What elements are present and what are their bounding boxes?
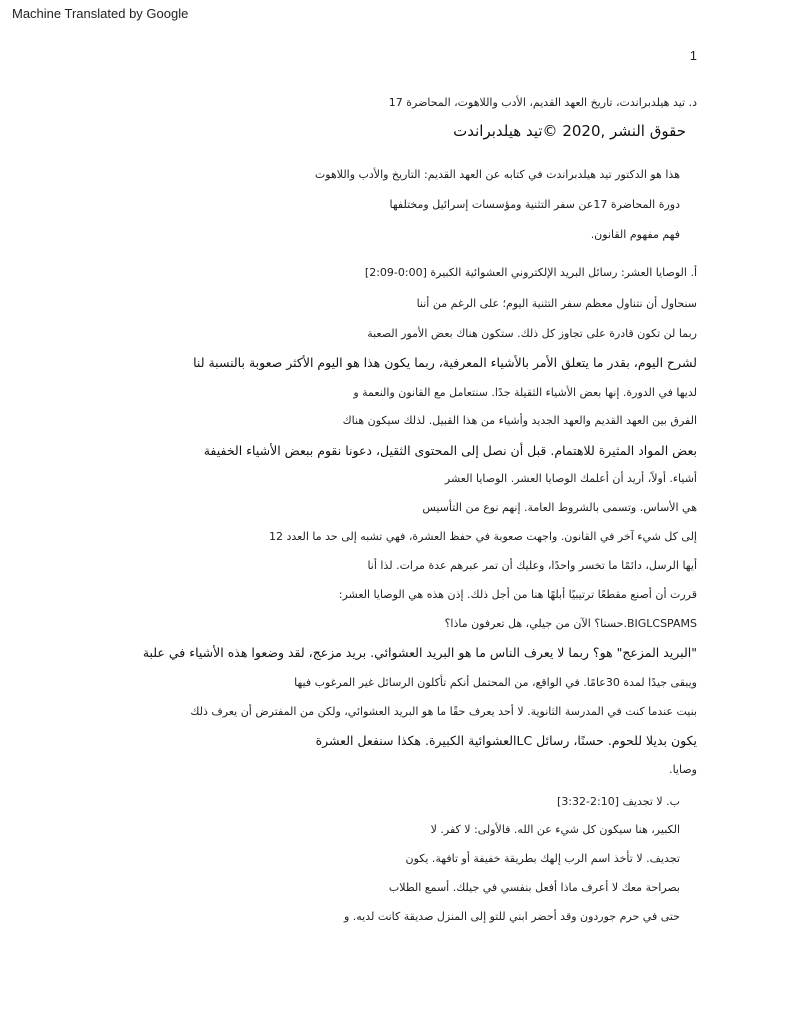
body-line: هي الأساس. وتسمى بالشروط العامة. إنهم نوع من التأسيس bbox=[422, 501, 697, 514]
body-line: BIGLCSPAMS.حسنا؟ الآن من جيلي، هل تعرفون ماذا؟ bbox=[444, 617, 697, 630]
machine-translation-banner: Machine Translated by Google bbox=[12, 6, 189, 21]
body-line: حتى في حرم جوردون وقد أحضر ابني للتو إلى المنزل صديقة كانت لديه. و bbox=[343, 910, 680, 923]
body-line: وصايا. bbox=[669, 763, 697, 776]
body-line: سنحاول أن نتناول معظم سفر التثنية اليوم؛ على الرغم من أننا bbox=[416, 297, 697, 310]
body-line: يكون بديلا للحوم. حسنًا، رسائل LCالعشوائية الكبيرة. هكذا سنفعل العشرة bbox=[315, 733, 697, 748]
body-line: لشرح اليوم، بقدر ما يتعلق الأمر بالأشياء المعرفية، ربما يكون هذا هو اليوم الأكثر صعوبة بالنسبة لنا bbox=[193, 355, 697, 370]
page-number: 1 bbox=[689, 48, 697, 63]
body-line: الكبير، هنا سيكون كل شيء عن الله. فالأولى: لا كفر. لا bbox=[430, 823, 680, 836]
body-line: "البريد المزعج" هو؟ ربما لا يعرف الناس ما هو البريد العشوائي. بريد مزعج، لقد وضعوا هذه الأشياء في علبة bbox=[142, 645, 697, 660]
body-line: ويبقى جيدًا لمدة 30عامًا. في الواقع، من المحتمل أنكم تأكلون الرسائل غير المرغوب فيها bbox=[294, 676, 697, 689]
body-line: قررت أن أصنع مقطعًا ترتيبيًا أبلهًا هنا من أجل ذلك. إذن هذه هي الوصايا العشر: bbox=[338, 588, 697, 601]
intro-line: فهم مفهوم القانون. bbox=[590, 228, 680, 241]
body-line: بصراحة معك لا أعرف ماذا أفعل بنفسي في جيلك. أسمع الطلاب bbox=[388, 881, 680, 894]
body-line: بعض المواد المثيرة للاهتمام. قبل أن نصل إلى المحتوى الثقيل، دعونا نقوم ببعض الأشياء الخفيفة bbox=[203, 443, 697, 458]
body-line: تجديف. لا تأخذ اسم الرب إلهك بطريقة خفيفة أو تافهة. يكون bbox=[405, 852, 680, 865]
section-b-heading: ب. لا تجديف [2:10-3:32] bbox=[557, 795, 680, 808]
intro-line: دورة المحاضرة 17عن سفر التثنية ومؤسسات إسرائيل ومختلفها bbox=[389, 198, 680, 211]
body-line: ربما لن تكون قادرة على تجاوز كل ذلك. ستكون هناك بعض الأمور الصعبة bbox=[367, 327, 697, 340]
body-line: أيها الرسل، دائمًا ما تخسر واحدًا، وعليك أن تمر عبرهم عدة مرات. لذا أنا bbox=[367, 559, 697, 572]
section-a-heading: أ. الوصايا العشر: رسائل البريد الإلكتروني العشوائية الكبيرة [0:00-2:09] bbox=[364, 266, 697, 279]
copyright-line: حقوق النشر ,2020 ©تيد هيلدبراندت bbox=[453, 122, 686, 140]
body-line: إلى كل شيء آخر في القانون. واجهت صعوبة في حفظ العشرة، فهي تشبه إلى حد ما العدد 12 bbox=[269, 530, 697, 543]
body-line: بنيت عندما كنت في المدرسة الثانوية. لا أحد يعرف حقًا ما هو البريد العشوائي، ولكن من المفترض أن يعرف ذلك bbox=[190, 705, 697, 718]
lecture-header: د. تيد هيلدبراندت، تاريخ العهد القديم، الأدب واللاهوت، المحاضرة 17 bbox=[388, 96, 697, 109]
body-line: الفرق بين العهد القديم والعهد الجديد وأشياء من هذا القبيل. لذلك سيكون هناك bbox=[342, 414, 697, 427]
body-line: لديها في الدورة. إنها بعض الأشياء الثقيلة جدًا. سنتعامل مع القانون والنعمة و bbox=[353, 386, 697, 399]
body-line: أشياء. أولاً، أريد أن أعلمك الوصايا العشر. الوصايا العشر bbox=[444, 472, 697, 485]
intro-line: هذا هو الدكتور تيد هيلدبراندت في كتابه عن العهد القديم: التاريخ والأدب واللاهوت bbox=[314, 168, 680, 181]
